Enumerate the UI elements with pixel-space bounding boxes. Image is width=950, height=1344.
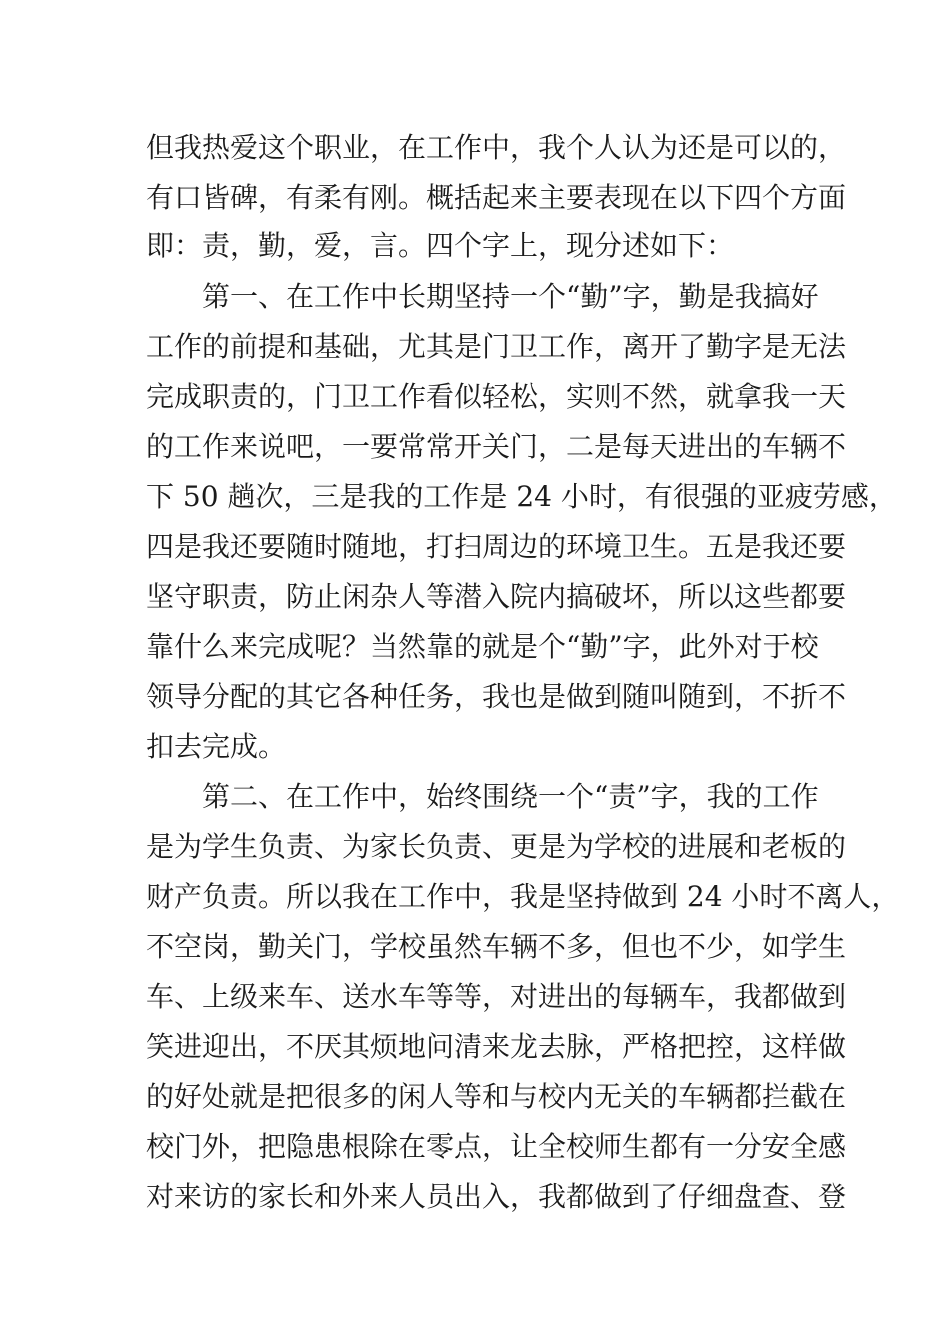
text-line: 完成职责的，门卫工作看似轻松，实则不然，就拿我一天 xyxy=(146,380,847,413)
text-line: 靠什么来完成呢？当然靠的就是个“勤”字，此外对于校 xyxy=(146,630,819,663)
text-line: 领导分配的其它各种任务，我也是做到随叫随到，不折不 xyxy=(146,680,847,713)
text-line: 对来访的家长和外来人员出入，我都做到了仔细盘查、登 xyxy=(146,1180,847,1213)
text-line: 的工作来说吧，一要常常开关门，二是每天进出的车辆不 xyxy=(146,430,847,463)
text-line: 工作的前提和基础，尤其是门卫工作，离开了勤字是无法 xyxy=(146,330,847,363)
text-line: 有口皆碑，有柔有刚。概括起来主要表现在以下四个方面 xyxy=(146,181,847,214)
text-line: 坚守职责，防止闲杂人等潜入院内搞破坏，所以这些都要 xyxy=(146,580,847,613)
text-line: 即：责，勤，爱，言。四个字上，现分述如下： xyxy=(146,229,735,262)
text-line: 笑进迎出，不厌其烦地问清来龙去脉，严格把控，这样做 xyxy=(146,1030,847,1063)
paragraph-first-line: 第二、在工作中，始终围绕一个“责”字，我的工作 xyxy=(202,780,819,813)
text-line: 四是我还要随时随地，打扫周边的环境卫生。五是我还要 xyxy=(146,530,847,563)
text-line: 下 50 趟次，三是我的工作是 24 小时，有很强的亚疲劳感， xyxy=(146,480,897,513)
text-line: 扣去完成。 xyxy=(146,730,287,763)
text-line: 车、上级来车、送水车等等，对进出的每辆车，我都做到 xyxy=(146,980,847,1013)
text-line: 校门外，把隐患根除在零点，让全校师生都有一分安全感 xyxy=(146,1130,847,1163)
text-line: 的好处就是把很多的闲人等和与校内无关的车辆都拦截在 xyxy=(146,1080,847,1113)
paragraph-first-line: 第一、在工作中长期坚持一个“勤”字，勤是我搞好 xyxy=(202,280,819,313)
text-line: 不空岗，勤关门，学校虽然车辆不多，但也不少，如学生 xyxy=(146,930,847,963)
text-line: 但我热爱这个职业，在工作中，我个人认为还是可以的， xyxy=(146,131,847,164)
text-line: 财产负责。所以我在工作中，我是坚持做到 24 小时不离人， xyxy=(146,880,900,913)
text-line: 是为学生负责、为家长负责、更是为学校的进展和老板的 xyxy=(146,830,847,863)
